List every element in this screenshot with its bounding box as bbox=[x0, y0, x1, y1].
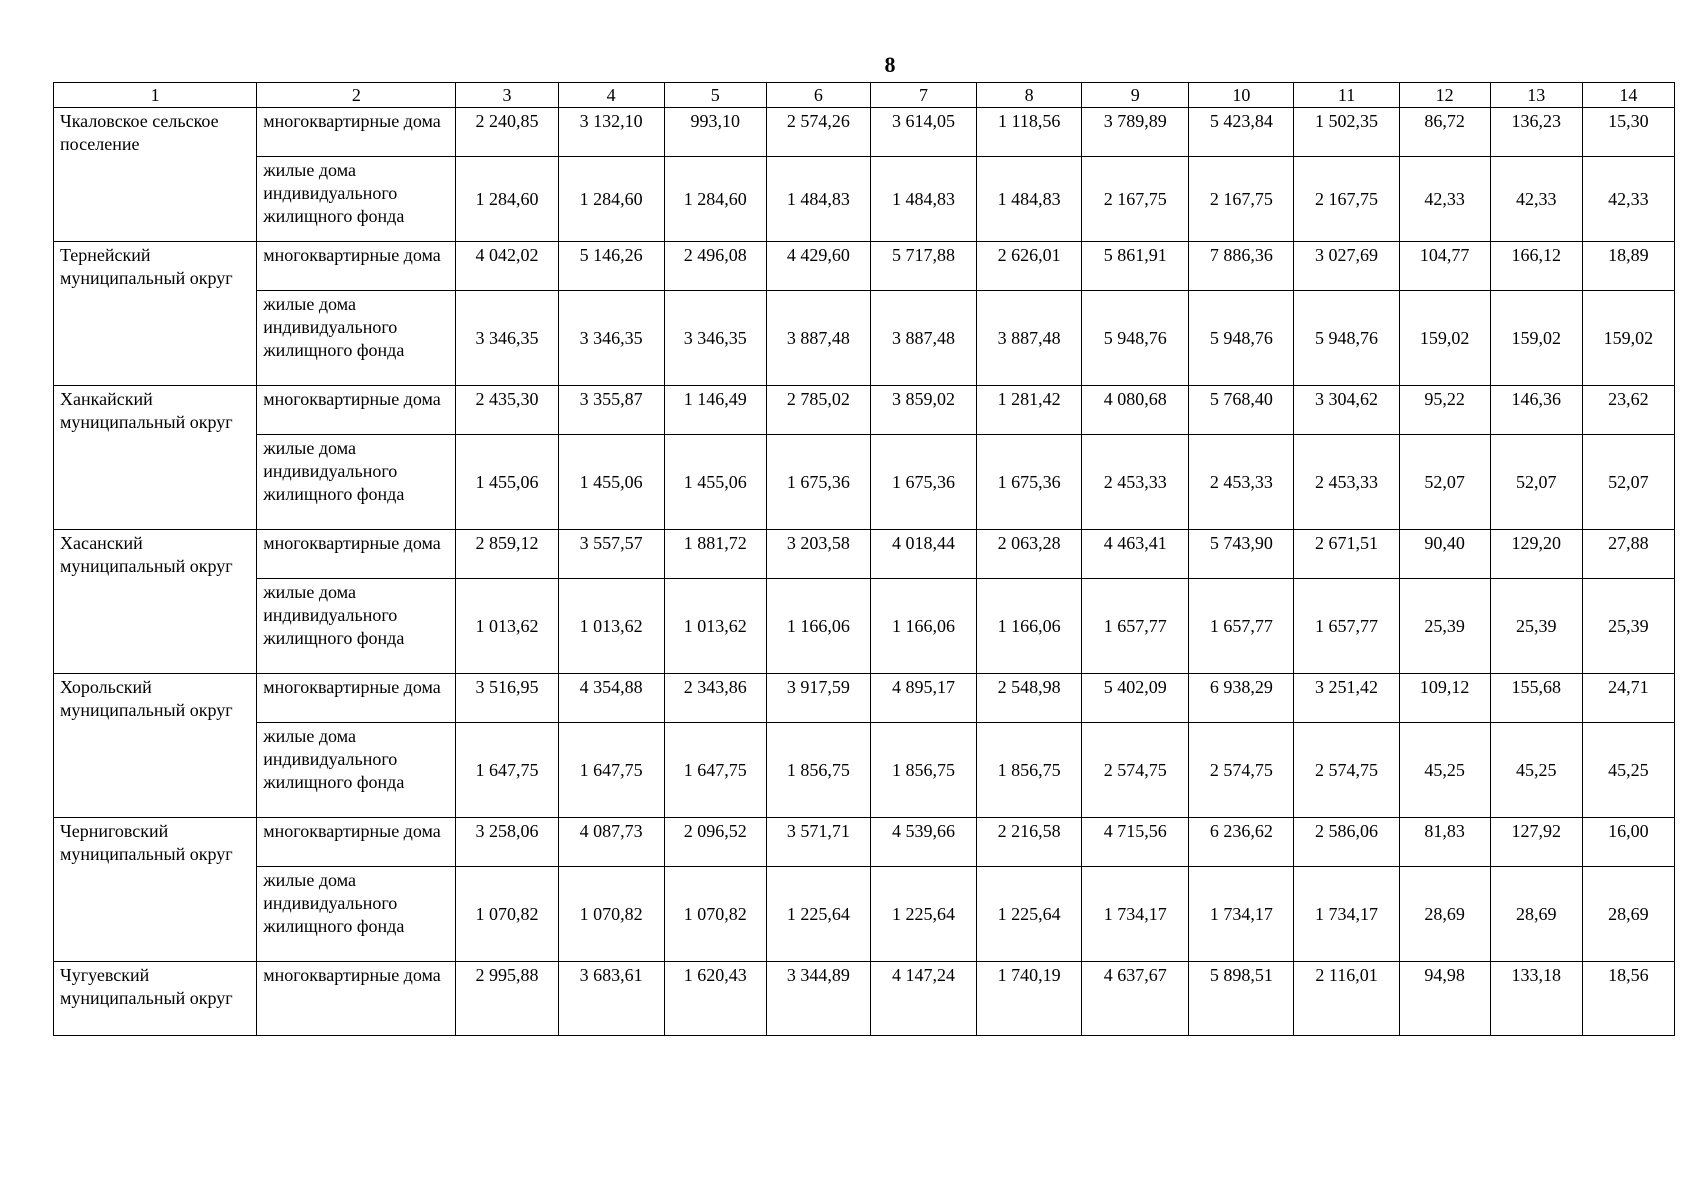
value-cell: 3 571,71 bbox=[766, 818, 870, 867]
value-cell: 5 861,91 bbox=[1082, 242, 1189, 291]
value-cell: 52,07 bbox=[1582, 435, 1674, 530]
column-header: 13 bbox=[1490, 83, 1582, 108]
value-cell: 24,71 bbox=[1582, 674, 1674, 723]
value-cell: 166,12 bbox=[1490, 242, 1582, 291]
housing-type: многоквартирные дома bbox=[257, 818, 456, 867]
value-cell: 1 284,60 bbox=[558, 157, 664, 242]
value-cell: 2 063,28 bbox=[977, 530, 1082, 579]
value-cell: 52,07 bbox=[1490, 435, 1582, 530]
housing-type: многоквартирные дома bbox=[257, 530, 456, 579]
column-header: 4 bbox=[558, 83, 664, 108]
value-cell: 1 455,06 bbox=[664, 435, 766, 530]
column-header: 8 bbox=[977, 83, 1082, 108]
housing-type: многоквартирные дома bbox=[257, 674, 456, 723]
housing-type: жилые дома индивидуального жилищного фонда bbox=[257, 435, 456, 530]
value-cell: 4 087,73 bbox=[558, 818, 664, 867]
value-cell: 1 856,75 bbox=[766, 723, 870, 818]
value-cell: 28,69 bbox=[1490, 867, 1582, 962]
value-cell: 2 574,75 bbox=[1082, 723, 1189, 818]
value-cell: 5 948,76 bbox=[1294, 291, 1399, 386]
value-cell: 3 346,35 bbox=[664, 291, 766, 386]
value-cell: 25,39 bbox=[1399, 579, 1490, 674]
table-row bbox=[54, 867, 1675, 962]
value-cell: 5 768,40 bbox=[1189, 386, 1294, 435]
table-row bbox=[54, 291, 1675, 386]
value-cell: 3 203,58 bbox=[766, 530, 870, 579]
value-cell: 1 647,75 bbox=[664, 723, 766, 818]
tariff-table bbox=[53, 82, 1675, 1036]
value-cell: 1 166,06 bbox=[766, 579, 870, 674]
value-cell: 6 236,62 bbox=[1189, 818, 1294, 867]
value-cell: 1 657,77 bbox=[1294, 579, 1399, 674]
value-cell: 2 859,12 bbox=[456, 530, 558, 579]
housing-type: многоквартирные дома bbox=[257, 386, 456, 435]
value-cell: 25,39 bbox=[1490, 579, 1582, 674]
value-cell: 1 734,17 bbox=[1082, 867, 1189, 962]
value-cell: 1 166,06 bbox=[977, 579, 1082, 674]
value-cell: 4 429,60 bbox=[766, 242, 870, 291]
table-row bbox=[54, 108, 1675, 157]
region-name: Хорольский муниципальный округ bbox=[54, 674, 257, 818]
region-name: Ханкайский муниципальный округ bbox=[54, 386, 257, 530]
value-cell: 4 080,68 bbox=[1082, 386, 1189, 435]
column-header: 3 bbox=[456, 83, 558, 108]
value-cell: 2 548,98 bbox=[977, 674, 1082, 723]
value-cell: 18,56 bbox=[1582, 962, 1674, 1036]
value-cell: 2 574,75 bbox=[1189, 723, 1294, 818]
table-row bbox=[54, 674, 1675, 723]
value-cell: 1 013,62 bbox=[664, 579, 766, 674]
value-cell: 1 225,64 bbox=[766, 867, 870, 962]
value-cell: 1 620,43 bbox=[664, 962, 766, 1036]
value-cell: 2 435,30 bbox=[456, 386, 558, 435]
region-name: Черниговский муниципальный округ bbox=[54, 818, 257, 962]
value-cell: 2 096,52 bbox=[664, 818, 766, 867]
value-cell: 1 013,62 bbox=[558, 579, 664, 674]
value-cell: 1 070,82 bbox=[456, 867, 558, 962]
value-cell: 4 463,41 bbox=[1082, 530, 1189, 579]
value-cell: 2 995,88 bbox=[456, 962, 558, 1036]
value-cell: 1 484,83 bbox=[977, 157, 1082, 242]
value-cell: 2 116,01 bbox=[1294, 962, 1399, 1036]
value-cell: 1 166,06 bbox=[870, 579, 976, 674]
value-cell: 1 070,82 bbox=[664, 867, 766, 962]
value-cell: 129,20 bbox=[1490, 530, 1582, 579]
value-cell: 3 859,02 bbox=[870, 386, 976, 435]
value-cell: 1 740,19 bbox=[977, 962, 1082, 1036]
value-cell: 1 856,75 bbox=[977, 723, 1082, 818]
value-cell: 1 675,36 bbox=[766, 435, 870, 530]
value-cell: 27,88 bbox=[1582, 530, 1674, 579]
value-cell: 2 785,02 bbox=[766, 386, 870, 435]
value-cell: 1 484,83 bbox=[766, 157, 870, 242]
value-cell: 3 516,95 bbox=[456, 674, 558, 723]
value-cell: 1 225,64 bbox=[977, 867, 1082, 962]
value-cell: 1 502,35 bbox=[1294, 108, 1399, 157]
value-cell: 3 887,48 bbox=[870, 291, 976, 386]
region-name: Хасанский муниципальный округ bbox=[54, 530, 257, 674]
value-cell: 3 917,59 bbox=[766, 674, 870, 723]
table-body bbox=[54, 108, 1675, 1036]
value-cell: 15,30 bbox=[1582, 108, 1674, 157]
value-cell: 2 453,33 bbox=[1189, 435, 1294, 530]
value-cell: 7 886,36 bbox=[1189, 242, 1294, 291]
value-cell: 4 539,66 bbox=[870, 818, 976, 867]
table-row bbox=[54, 818, 1675, 867]
column-header: 6 bbox=[766, 83, 870, 108]
value-cell: 127,92 bbox=[1490, 818, 1582, 867]
value-cell: 104,77 bbox=[1399, 242, 1490, 291]
value-cell: 23,62 bbox=[1582, 386, 1674, 435]
housing-type: многоквартирные дома bbox=[257, 242, 456, 291]
column-header: 9 bbox=[1082, 83, 1189, 108]
value-cell: 3 887,48 bbox=[977, 291, 1082, 386]
value-cell: 3 251,42 bbox=[1294, 674, 1399, 723]
housing-type: многоквартирные дома bbox=[257, 108, 456, 157]
table-row bbox=[54, 723, 1675, 818]
value-cell: 1 647,75 bbox=[558, 723, 664, 818]
value-cell: 1 657,77 bbox=[1082, 579, 1189, 674]
table-row bbox=[54, 530, 1675, 579]
value-cell: 3 614,05 bbox=[870, 108, 976, 157]
table-row bbox=[54, 435, 1675, 530]
value-cell: 52,07 bbox=[1399, 435, 1490, 530]
value-cell: 5 423,84 bbox=[1189, 108, 1294, 157]
value-cell: 5 898,51 bbox=[1189, 962, 1294, 1036]
value-cell: 1 281,42 bbox=[977, 386, 1082, 435]
housing-type: жилые дома индивидуального жилищного фонда bbox=[257, 867, 456, 962]
value-cell: 45,25 bbox=[1582, 723, 1674, 818]
table-row bbox=[54, 579, 1675, 674]
value-cell: 45,25 bbox=[1490, 723, 1582, 818]
value-cell: 3 346,35 bbox=[558, 291, 664, 386]
value-cell: 45,25 bbox=[1399, 723, 1490, 818]
value-cell: 2 626,01 bbox=[977, 242, 1082, 291]
value-cell: 1 484,83 bbox=[870, 157, 976, 242]
value-cell: 16,00 bbox=[1582, 818, 1674, 867]
value-cell: 3 346,35 bbox=[456, 291, 558, 386]
value-cell: 2 453,33 bbox=[1294, 435, 1399, 530]
value-cell: 1 070,82 bbox=[558, 867, 664, 962]
value-cell: 1 675,36 bbox=[977, 435, 1082, 530]
value-cell: 1 455,06 bbox=[558, 435, 664, 530]
value-cell: 155,68 bbox=[1490, 674, 1582, 723]
value-cell: 2 496,08 bbox=[664, 242, 766, 291]
housing-type: жилые дома индивидуального жилищного фонда bbox=[257, 579, 456, 674]
value-cell: 993,10 bbox=[664, 108, 766, 157]
value-cell: 3 344,89 bbox=[766, 962, 870, 1036]
housing-type: жилые дома индивидуального жилищного фонда bbox=[257, 157, 456, 242]
value-cell: 2 586,06 bbox=[1294, 818, 1399, 867]
column-header: 10 bbox=[1189, 83, 1294, 108]
value-cell: 42,33 bbox=[1490, 157, 1582, 242]
value-cell: 42,33 bbox=[1399, 157, 1490, 242]
value-cell: 1 284,60 bbox=[456, 157, 558, 242]
value-cell: 4 042,02 bbox=[456, 242, 558, 291]
column-header: 12 bbox=[1399, 83, 1490, 108]
value-cell: 4 715,56 bbox=[1082, 818, 1189, 867]
region-name: Тернейский муниципальный округ bbox=[54, 242, 257, 386]
value-cell: 4 147,24 bbox=[870, 962, 976, 1036]
value-cell: 95,22 bbox=[1399, 386, 1490, 435]
housing-type: многоквартирные дома bbox=[257, 962, 456, 1036]
value-cell: 2 240,85 bbox=[456, 108, 558, 157]
value-cell: 28,69 bbox=[1582, 867, 1674, 962]
value-cell: 1 734,17 bbox=[1189, 867, 1294, 962]
value-cell: 1 657,77 bbox=[1189, 579, 1294, 674]
value-cell: 4 895,17 bbox=[870, 674, 976, 723]
value-cell: 2 167,75 bbox=[1294, 157, 1399, 242]
value-cell: 2 167,75 bbox=[1189, 157, 1294, 242]
value-cell: 3 027,69 bbox=[1294, 242, 1399, 291]
value-cell: 3 887,48 bbox=[766, 291, 870, 386]
value-cell: 1 284,60 bbox=[664, 157, 766, 242]
table-row bbox=[54, 386, 1675, 435]
value-cell: 1 675,36 bbox=[870, 435, 976, 530]
value-cell: 3 258,06 bbox=[456, 818, 558, 867]
value-cell: 4 637,67 bbox=[1082, 962, 1189, 1036]
value-cell: 25,39 bbox=[1582, 579, 1674, 674]
value-cell: 2 671,51 bbox=[1294, 530, 1399, 579]
value-cell: 2 167,75 bbox=[1082, 157, 1189, 242]
value-cell: 109,12 bbox=[1399, 674, 1490, 723]
value-cell: 28,69 bbox=[1399, 867, 1490, 962]
housing-type: жилые дома индивидуального жилищного фонда bbox=[257, 291, 456, 386]
value-cell: 1 013,62 bbox=[456, 579, 558, 674]
value-cell: 42,33 bbox=[1582, 157, 1674, 242]
column-header: 5 bbox=[664, 83, 766, 108]
housing-type: жилые дома индивидуального жилищного фонда bbox=[257, 723, 456, 818]
page-number: 8 bbox=[884, 52, 896, 77]
value-cell: 5 948,76 bbox=[1189, 291, 1294, 386]
table-row bbox=[54, 157, 1675, 242]
value-cell: 2 453,33 bbox=[1082, 435, 1189, 530]
value-cell: 1 225,64 bbox=[870, 867, 976, 962]
table-row bbox=[54, 962, 1675, 1036]
value-cell: 2 343,86 bbox=[664, 674, 766, 723]
value-cell: 3 789,89 bbox=[1082, 108, 1189, 157]
value-cell: 1 647,75 bbox=[456, 723, 558, 818]
value-cell: 3 355,87 bbox=[558, 386, 664, 435]
value-cell: 2 574,26 bbox=[766, 108, 870, 157]
value-cell: 5 402,09 bbox=[1082, 674, 1189, 723]
value-cell: 1 734,17 bbox=[1294, 867, 1399, 962]
value-cell: 1 118,56 bbox=[977, 108, 1082, 157]
value-cell: 159,02 bbox=[1582, 291, 1674, 386]
column-header: 2 bbox=[257, 83, 456, 108]
column-header: 14 bbox=[1582, 83, 1674, 108]
value-cell: 3 683,61 bbox=[558, 962, 664, 1036]
value-cell: 1 856,75 bbox=[870, 723, 976, 818]
value-cell: 5 717,88 bbox=[870, 242, 976, 291]
column-header: 11 bbox=[1294, 83, 1399, 108]
header-row bbox=[54, 83, 1675, 108]
value-cell: 5 146,26 bbox=[558, 242, 664, 291]
value-cell: 5 948,76 bbox=[1082, 291, 1189, 386]
value-cell: 136,23 bbox=[1490, 108, 1582, 157]
value-cell: 1 455,06 bbox=[456, 435, 558, 530]
value-cell: 4 018,44 bbox=[870, 530, 976, 579]
value-cell: 18,89 bbox=[1582, 242, 1674, 291]
value-cell: 3 304,62 bbox=[1294, 386, 1399, 435]
column-header: 1 bbox=[54, 83, 257, 108]
value-cell: 146,36 bbox=[1490, 386, 1582, 435]
value-cell: 4 354,88 bbox=[558, 674, 664, 723]
value-cell: 1 881,72 bbox=[664, 530, 766, 579]
value-cell: 159,02 bbox=[1399, 291, 1490, 386]
region-name: Чкаловское сельское поселение bbox=[54, 108, 257, 242]
column-header: 7 bbox=[870, 83, 976, 108]
value-cell: 2 216,58 bbox=[977, 818, 1082, 867]
value-cell: 3 132,10 bbox=[558, 108, 664, 157]
value-cell: 90,40 bbox=[1399, 530, 1490, 579]
value-cell: 2 574,75 bbox=[1294, 723, 1399, 818]
value-cell: 133,18 bbox=[1490, 962, 1582, 1036]
value-cell: 5 743,90 bbox=[1189, 530, 1294, 579]
value-cell: 1 146,49 bbox=[664, 386, 766, 435]
value-cell: 6 938,29 bbox=[1189, 674, 1294, 723]
value-cell: 86,72 bbox=[1399, 108, 1490, 157]
value-cell: 3 557,57 bbox=[558, 530, 664, 579]
region-name: Чугуевский муниципальный округ bbox=[54, 962, 257, 1036]
value-cell: 81,83 bbox=[1399, 818, 1490, 867]
table-row bbox=[54, 242, 1675, 291]
value-cell: 94,98 bbox=[1399, 962, 1490, 1036]
value-cell: 159,02 bbox=[1490, 291, 1582, 386]
